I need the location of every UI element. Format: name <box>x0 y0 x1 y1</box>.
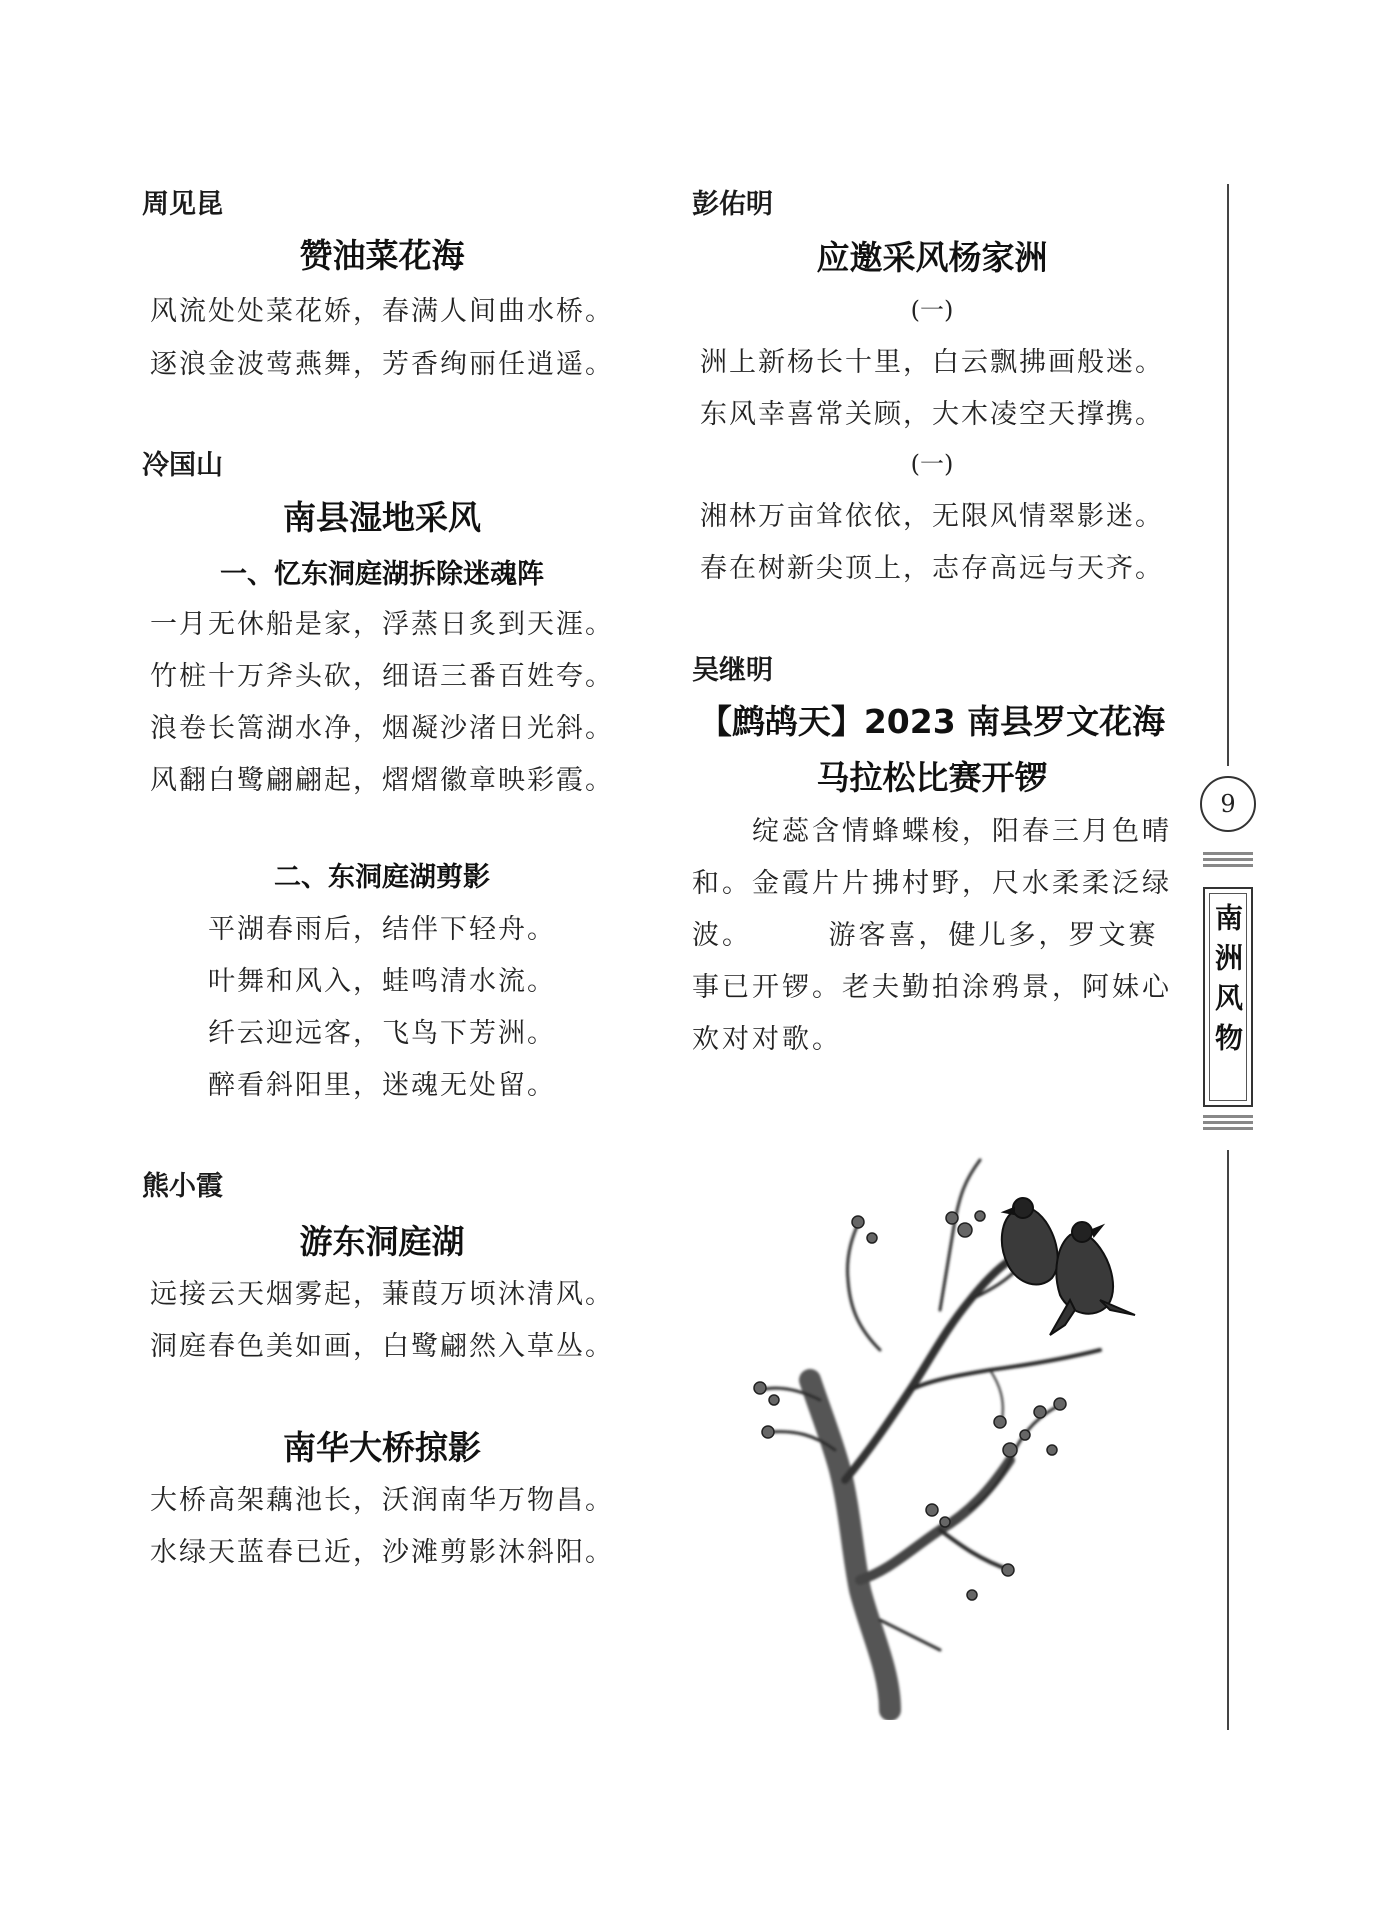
poem-line: 风流处处菜花娇，春满人间曲水桥。 <box>150 296 614 327</box>
margin-rule-bottom <box>1227 1150 1229 1730</box>
section-label: 南洲风物 <box>1211 903 1244 1063</box>
poem-title: 南县湿地采风 <box>283 498 481 537</box>
author-name: 冷国山 <box>142 450 223 481</box>
poem-line: 水绿天蓝春已近，沙滩剪影沐斜阳。 <box>150 1537 614 1568</box>
poem-line: 叶舞和风入，蛙鸣清水流。 <box>208 966 556 997</box>
prose-line: 事已开锣。老夫勤拍涂鸦景，阿妹心 <box>692 972 1172 1003</box>
poem-line: 湘林万亩耸依依，无限风情翠影迷。 <box>700 501 1164 532</box>
poem-line: 远接云天烟雾起，蒹葭万顷沐清风。 <box>150 1279 614 1310</box>
author-name: 熊小霞 <box>142 1171 223 1202</box>
poem-line: 春在树新尖顶上，志存高远与天齐。 <box>700 553 1164 584</box>
poem-line: 洲上新杨长十里，白云飘拂画般迷。 <box>700 347 1164 378</box>
poem-line: 风翻白鹭翩翩起，熠熠徽章映彩霞。 <box>150 765 614 796</box>
poem-title-line2: 马拉松比赛开锣 <box>816 758 1048 797</box>
poem-line: 洞庭春色美如画，白鹭翩然入草丛。 <box>150 1331 614 1362</box>
ink-painting-plum-branch-birds <box>740 1150 1180 1720</box>
poem-line: 纤云迎远客，飞鸟下芳洲。 <box>208 1018 556 1049</box>
prose-line: 欢对对歌。 <box>692 1024 842 1055</box>
section-label-box <box>1203 887 1253 1107</box>
margin-rule-top <box>1227 184 1229 766</box>
poem-title: 【鹧鸪天】2023 南县罗文花海 <box>698 702 1166 741</box>
decorative-band-top <box>1203 852 1253 874</box>
poem-line: 东风幸喜常关顾，大木凌空天撑携。 <box>700 399 1164 430</box>
poem-line: 一月无休船是家，浮蒸日炙到天涯。 <box>150 609 614 640</box>
poem-title: 应邀采风杨家洲 <box>816 238 1048 277</box>
section-marker: (一) <box>910 296 954 324</box>
prose-line: 和。金霞片片拂村野，尺水柔柔泛绿 <box>692 868 1172 899</box>
prose-line: 绽蕊含情蜂蝶梭，阳春三月色晴 <box>692 816 1172 847</box>
author-name: 吴继明 <box>692 655 773 686</box>
poem-line: 大桥高架藕池长，沃润南华万物昌。 <box>150 1485 614 1516</box>
poem-line: 竹桩十万斧头砍，细语三番百姓夸。 <box>150 661 614 692</box>
poem-subtitle: 二、东洞庭湖剪影 <box>274 862 490 893</box>
poem-line: 平湖春雨后，结伴下轻舟。 <box>208 914 556 945</box>
poem-line: 醉看斜阳里，迷魂无处留。 <box>208 1070 556 1101</box>
author-name: 彭佑明 <box>692 189 773 220</box>
poem-subtitle: 一、忆东洞庭湖拆除迷魂阵 <box>220 559 544 590</box>
decorative-band-bottom <box>1203 1115 1253 1137</box>
author-name: 周见昆 <box>142 189 223 220</box>
poem-prose <box>692 806 1172 1066</box>
poem-title: 赞油菜花海 <box>299 236 465 275</box>
poem-line: 逐浪金波莺燕舞，芳香绚丽任逍遥。 <box>150 349 614 380</box>
poem-line: 浪卷长篙湖水净，烟凝沙渚日光斜。 <box>150 713 614 744</box>
section-marker: (一) <box>910 450 954 478</box>
page-number: 9 <box>1200 776 1256 832</box>
poem-title: 游东洞庭湖 <box>299 1222 465 1261</box>
poem-title: 南华大桥掠影 <box>283 1428 481 1467</box>
prose-line: 波。 游客喜，健儿多，罗文赛 <box>692 920 1159 951</box>
